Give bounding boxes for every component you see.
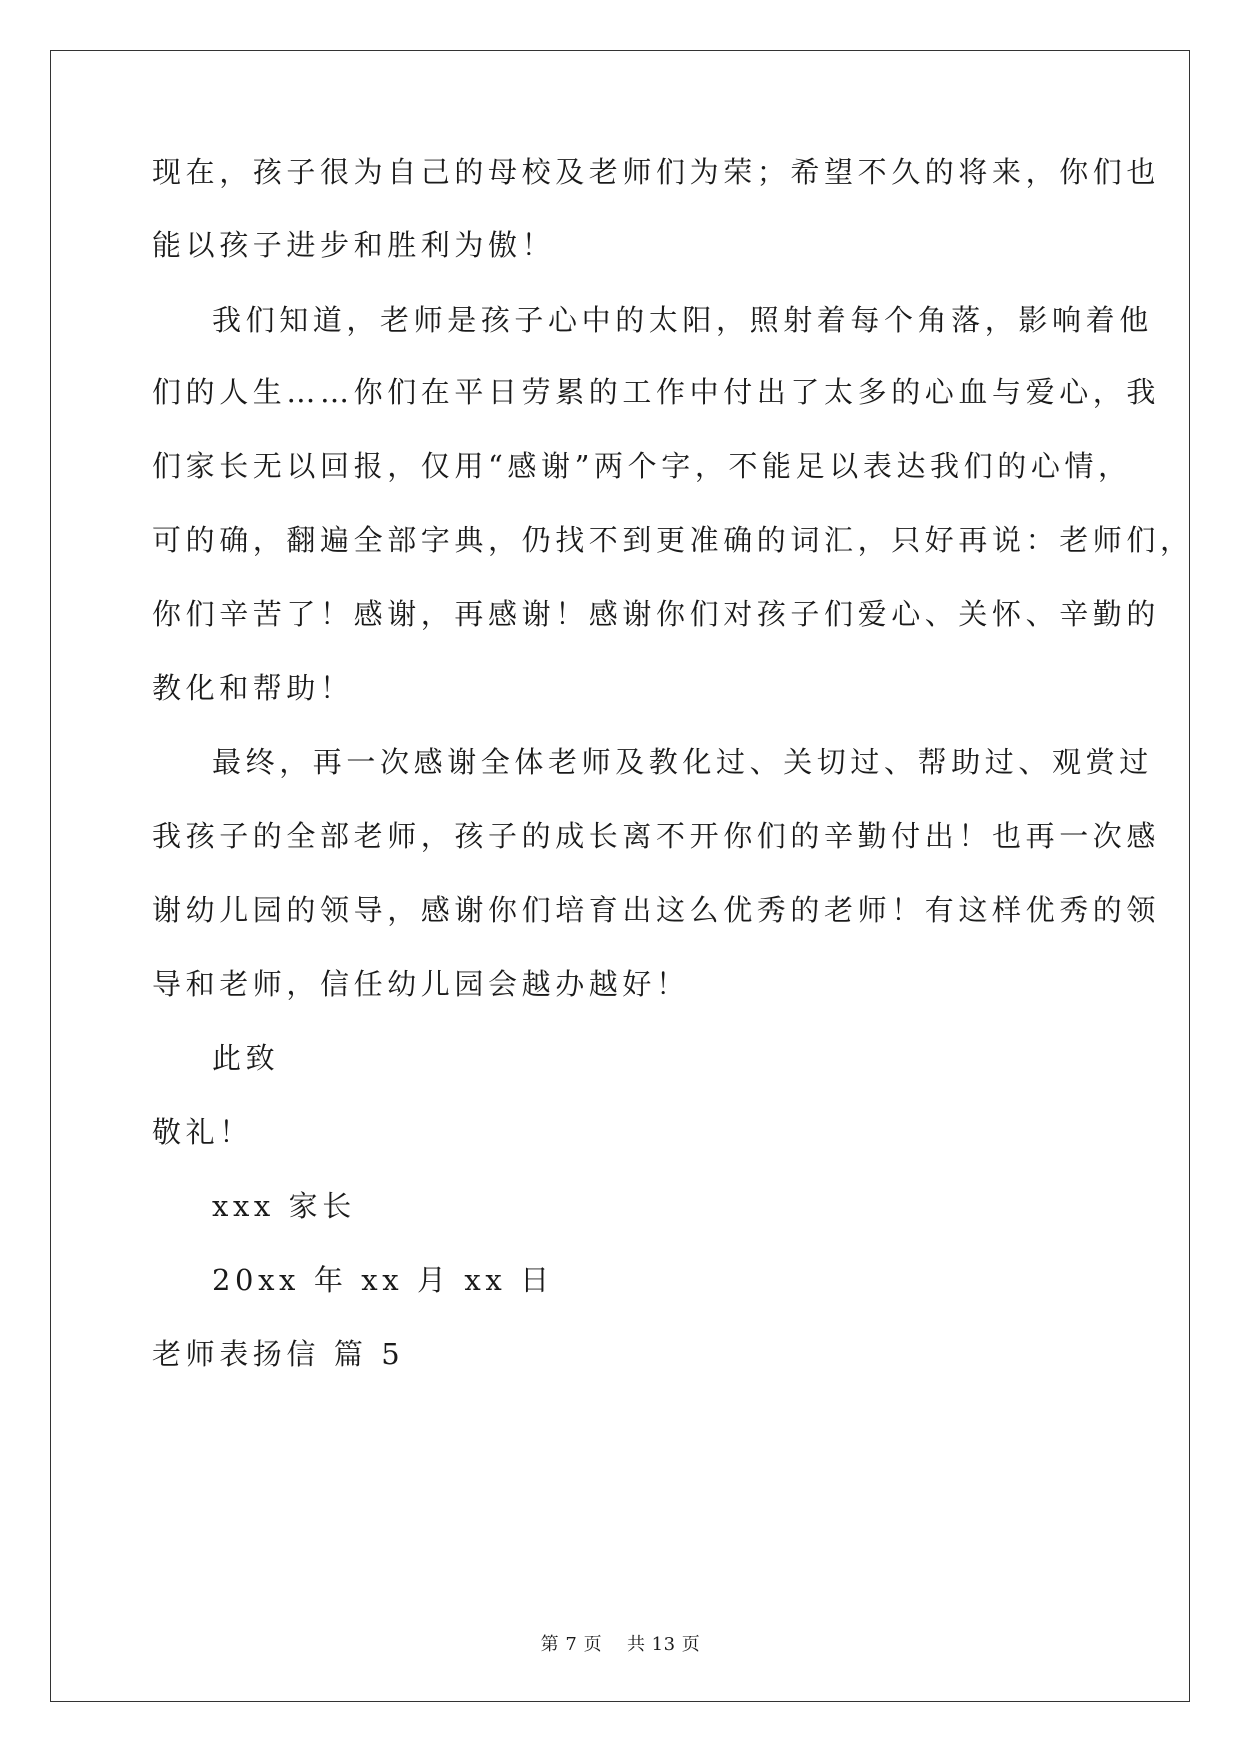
- signature: xxx 家长: [212, 1189, 356, 1223]
- paragraph-line: 可的确，翻遍全部字典，仍找不到更准确的词汇，只好再说：老师们，: [152, 523, 1194, 557]
- paragraph-line: 谢幼儿园的领导，感谢你们培育出这么优秀的老师！有这样优秀的领: [152, 893, 1161, 927]
- paragraph-line: 你们辛苦了！感谢，再感谢！感谢你们对孩子们爱心、关怀、辛勤的: [152, 597, 1161, 631]
- paragraph-line: 我们知道，老师是孩子心中的太阳，照射着每个角落，影响着他: [212, 303, 1153, 337]
- paragraph-line: 们家长无以回报，仅用“感谢”两个字，不能足以表达我们的心情，: [152, 449, 1132, 483]
- paragraph-line: 我孩子的全部老师，孩子的成长离不开你们的辛勤付出！也再一次感: [152, 819, 1161, 853]
- paragraph-line: 们的人生……你们在平日劳累的工作中付出了太多的心血与爱心，我: [152, 375, 1161, 409]
- paragraph-line: 最终，再一次感谢全体老师及教化过、关切过、帮助过、观赏过: [212, 745, 1153, 779]
- closing-salutation: 此致: [212, 1041, 280, 1075]
- closing-regards: 敬礼！: [152, 1115, 253, 1149]
- date: 20xx 年 xx 月 xx 日: [212, 1263, 554, 1297]
- page-number: 第 7 页 共 13 页: [540, 1634, 701, 1655]
- page-frame: [50, 50, 1190, 1702]
- paragraph-line: 现在，孩子很为自己的母校及老师们为荣；希望不久的将来，你们也: [152, 155, 1161, 189]
- paragraph-line: 能以孩子进步和胜利为傲！: [152, 228, 556, 262]
- section-title: 老师表扬信 篇 5: [152, 1337, 405, 1371]
- paragraph-line: 教化和帮助！: [152, 671, 354, 705]
- paragraph-line: 导和老师，信任幼儿园会越办越好！: [152, 967, 690, 1001]
